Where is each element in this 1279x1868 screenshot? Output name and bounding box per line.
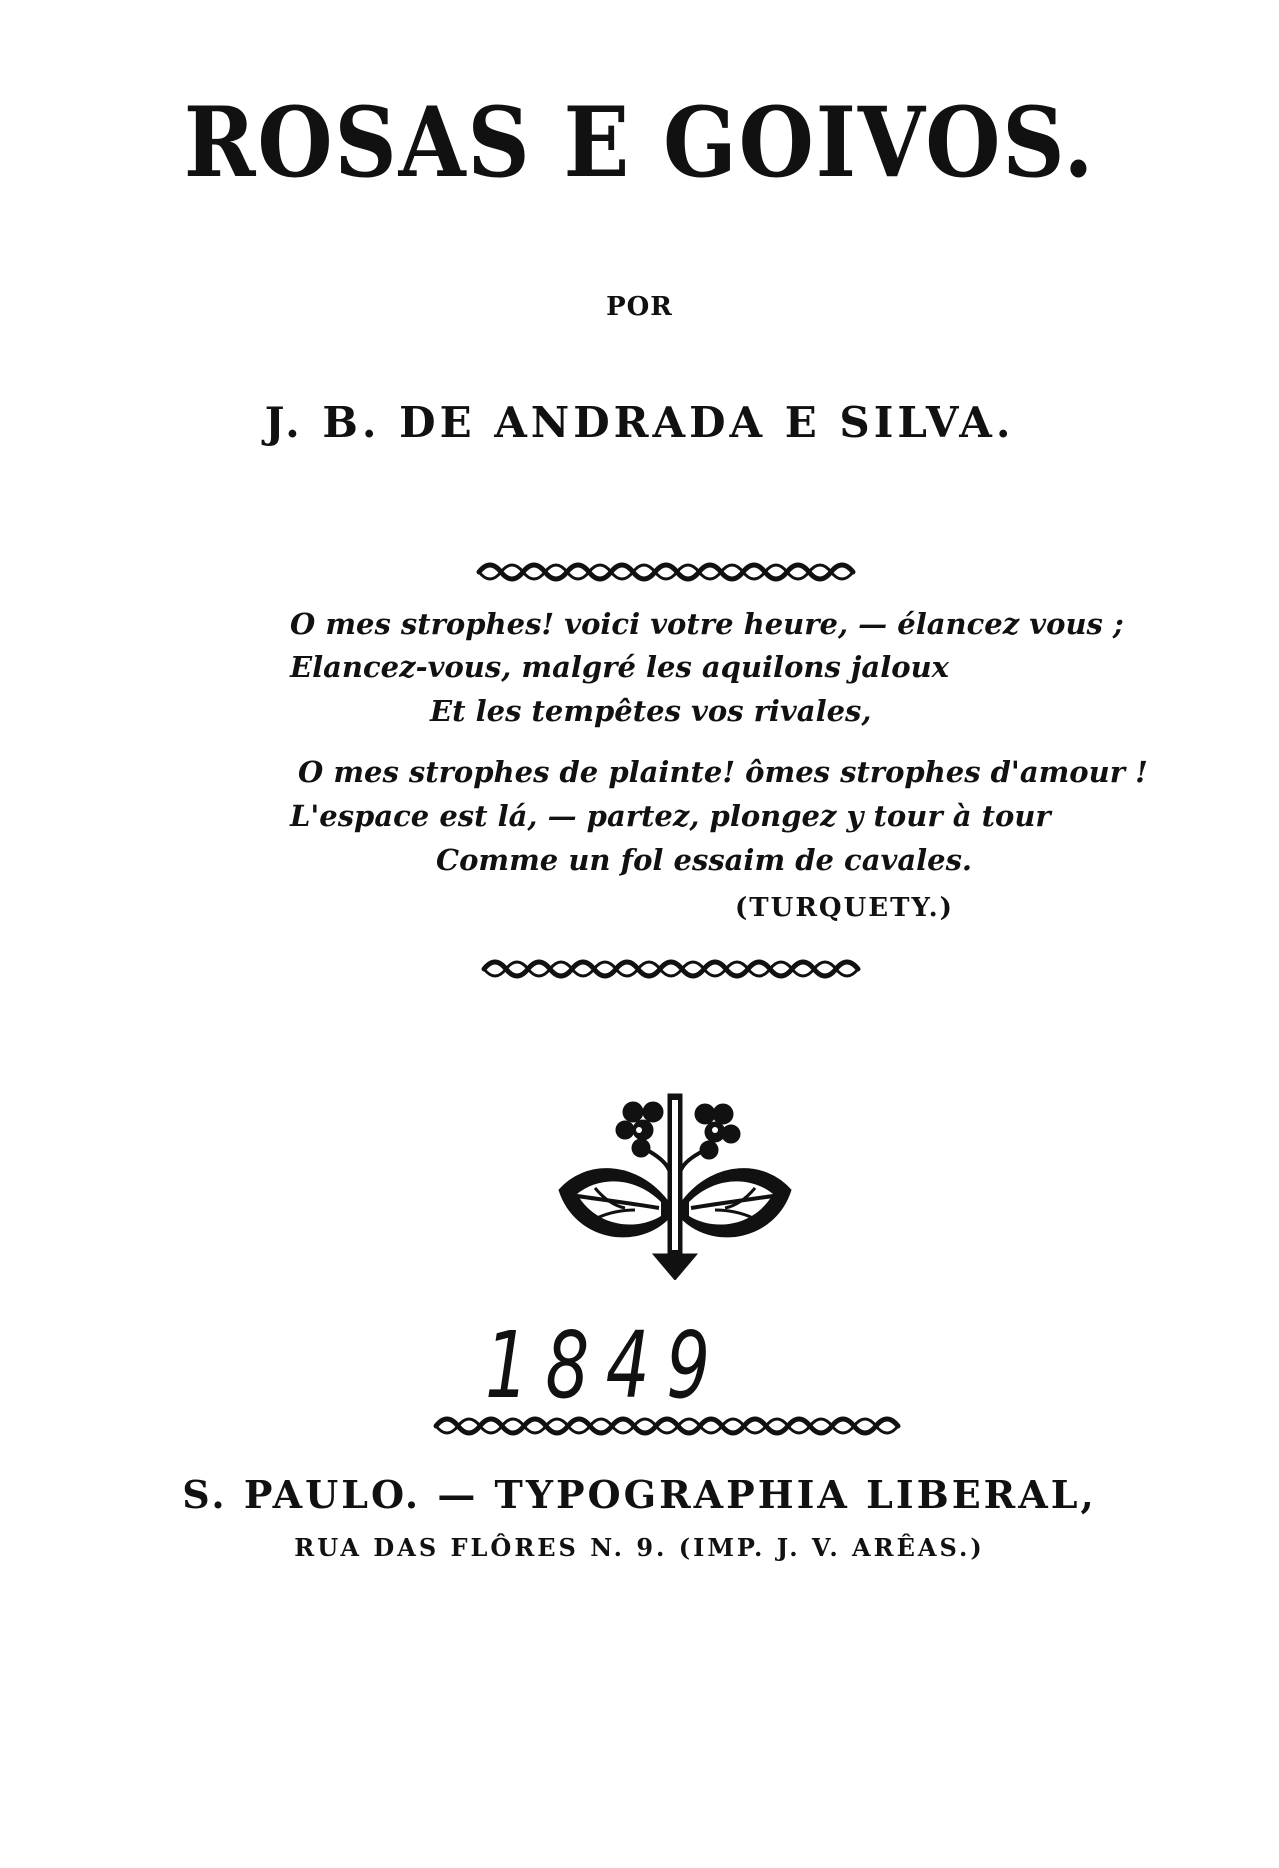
book-title: ROSAS E GOIVOS. [183, 86, 1096, 199]
wave-divider-bottom [432, 1410, 912, 1442]
publication-year: 1849 [485, 1312, 727, 1419]
wave-divider-top [475, 556, 860, 588]
imprint-address: RUA DAS FLÔRES N. 9. (IMP. J. V. ARÊAS.) [294, 1533, 985, 1562]
author-name: J. B. DE ANDRADA E SILVA. [264, 398, 1015, 447]
epigraph-line: Elancez-vous, malgré les aquilons jaloux [290, 650, 949, 684]
wave-divider-middle [480, 953, 865, 985]
flower-vignette-icon [555, 1090, 795, 1280]
by-label: POR [606, 292, 673, 322]
epigraph-line: Et les tempêtes vos rivales, [430, 694, 872, 728]
epigraph-attribution: (TURQUETY.) [735, 893, 954, 923]
epigraph-line: O mes strophes de plainte! ômes strophes d'amour ! [298, 755, 1148, 789]
epigraph-line: O mes strophes! voici votre heure, — élancez vous ; [290, 607, 1124, 641]
epigraph-line: L'espace est lá, — partez, plongez y tour à tour [290, 799, 1051, 833]
imprint-publisher: S. PAULO. — TYPOGRAPHIA LIBERAL, [182, 1472, 1097, 1517]
epigraph-line: Comme un fol essaim de cavales. [436, 843, 973, 877]
